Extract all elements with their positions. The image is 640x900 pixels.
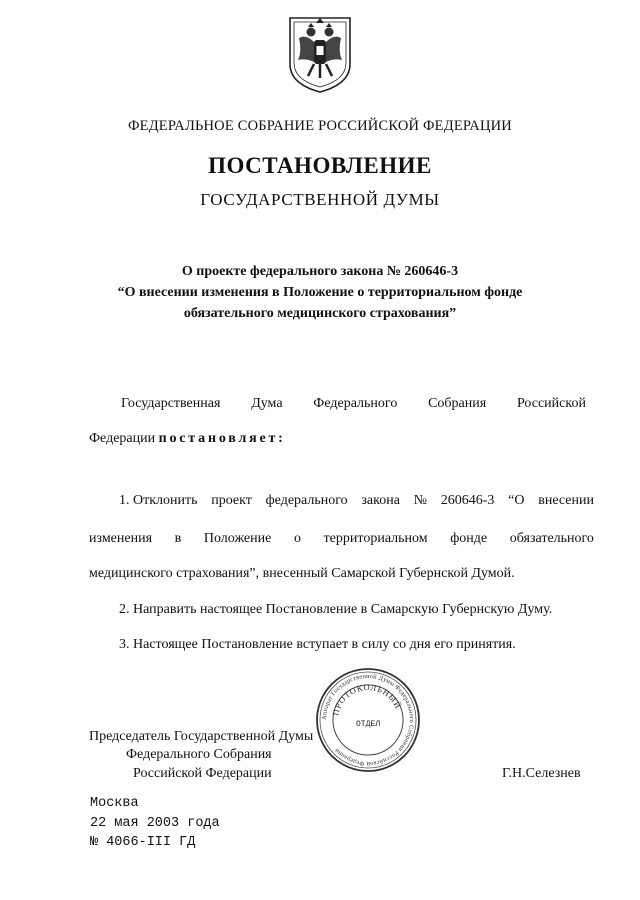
item-1-word: о xyxy=(293,531,301,546)
preamble-line-2 xyxy=(89,431,286,447)
item-1-word: Положение xyxy=(203,531,272,546)
item-1-word: внесении xyxy=(538,493,594,508)
item-3: 3. Настоящее Постановление вступает в силу со дня его принятия. xyxy=(119,637,516,652)
svg-text:Аппарат Государственной Думы Ф: Аппарат Государственной Думы Федерального Собрания Российской Федерации xyxy=(320,672,416,768)
signatory-title-line-1: Председатель Государственной Думы xyxy=(89,729,314,744)
preamble-word: Дума xyxy=(251,396,283,411)
item-1-word: № xyxy=(413,493,428,508)
document-date: 22 мая 2003 года xyxy=(90,816,220,831)
document-city: Москва xyxy=(90,796,139,811)
document-type-title: ПОСТАНОВЛЕНИЕ xyxy=(208,153,432,178)
item-1-word: 260646-3 xyxy=(440,493,495,508)
item-1-word: проект xyxy=(211,493,252,508)
item-1-word: территориальном xyxy=(323,531,428,546)
subject-line-2: “О внесении изменения в Положение о территориальном фонде xyxy=(117,285,523,300)
preamble-word: Государственная xyxy=(121,396,221,411)
item-1-word: федерального xyxy=(265,493,348,508)
signatory-name: Г.Н.Селезнев xyxy=(502,766,581,781)
item-1-word: закона xyxy=(361,493,400,508)
item-2: 2. Направить настоящее Постановление в Самарскую Губернскую Думу. xyxy=(119,602,553,617)
preamble-word: Собрания xyxy=(428,396,487,411)
signatory-title-line-2: Федерального Собрания xyxy=(126,747,272,762)
federal-assembly-heading: ФЕДЕРАЛЬНОЕ СОБРАНИЕ РОССИЙСКОЙ ФЕДЕРАЦИИ xyxy=(128,118,512,134)
preamble-line-1 xyxy=(121,396,586,412)
subject-line-3: обязательного медицинского страхования” xyxy=(183,306,457,321)
item-1-line-1 xyxy=(119,493,594,509)
item-1-word: изменения xyxy=(89,531,153,546)
document-number: № 4066-III ГД xyxy=(90,835,196,850)
item-1-line-2 xyxy=(89,531,594,547)
item-1-word: фонде xyxy=(450,531,488,546)
svg-text:ПРОТОКОЛЬНЫЙ: ПРОТОКОЛЬНЫЙ xyxy=(330,681,404,717)
item-1-word: 1. Отклонить xyxy=(119,493,198,508)
document-issuer-title: ГОСУДАРСТВЕННОЙ ДУМЫ xyxy=(200,190,440,209)
signatory-title-line-3: Российской Федерации xyxy=(133,766,272,781)
resolves-word: постановляет: xyxy=(158,431,286,446)
preamble-word: Федерального xyxy=(313,396,398,411)
svg-text:ОТДЕЛ: ОТДЕЛ xyxy=(355,720,381,729)
subject-line-1: О проекте федерального закона № 260646-3 xyxy=(181,264,459,279)
preamble-federation: Федерации xyxy=(89,431,159,446)
item-1-line-3: медицинского страхования”, внесенный Самарской Губернской Думой. xyxy=(89,566,515,581)
item-1-word: “О xyxy=(508,493,525,508)
item-1-word: обязательного xyxy=(509,531,594,546)
item-1-word: в xyxy=(174,531,182,546)
preamble-word: Российской xyxy=(516,396,586,411)
